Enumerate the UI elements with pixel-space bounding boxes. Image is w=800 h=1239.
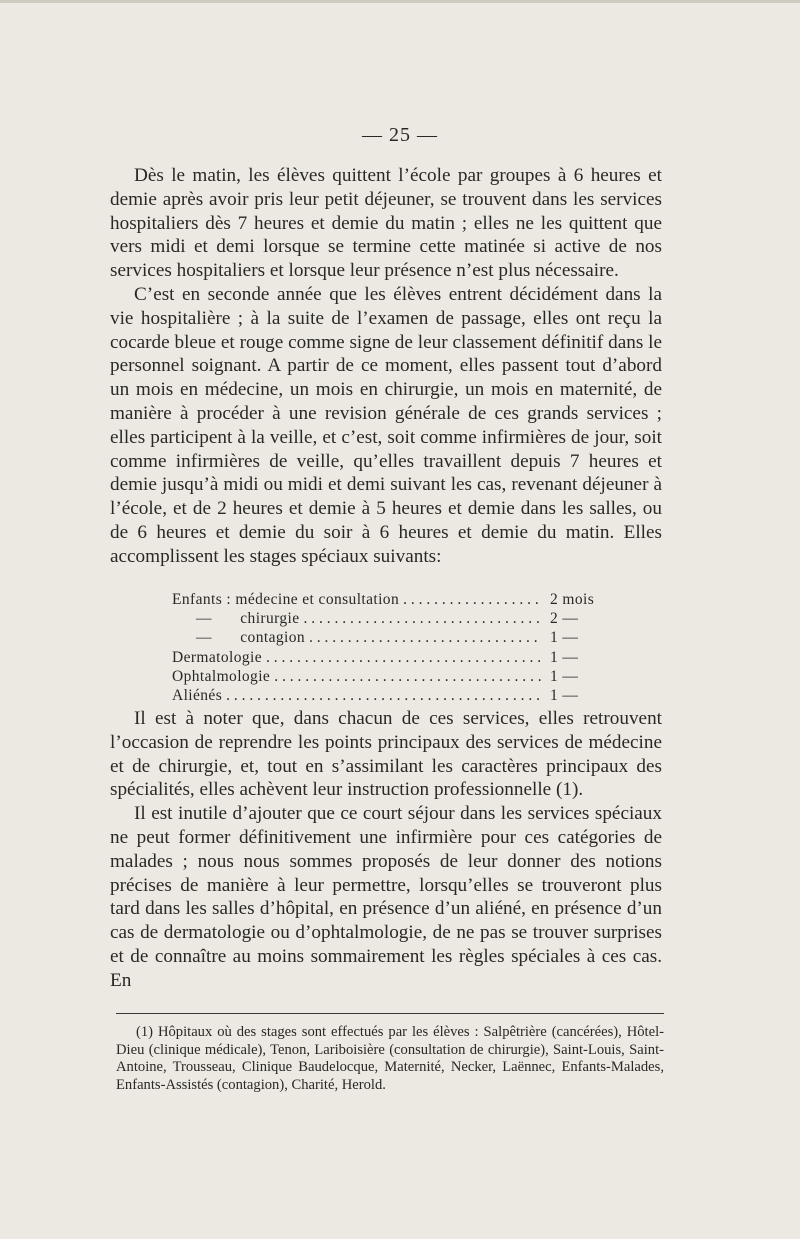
leader-dots [305, 628, 542, 647]
footnote-text: (1) Hôpitaux où des stages sont effectués par les élèves : Salpêtrière (cancérées), Hôtel-Dieu (clinique médicale), Tenon, Lariboisière (consultation de chirurgie), Saint-Louis, Saint-Antoine, Trousseau, Clinique Baudelocque, Maternité, Necker, Laënnec, Enfants-Malades, Enfants-Assistés (contagion), Charité, Herold. [116, 1024, 664, 1093]
stage-name: Dermatologie [172, 648, 263, 666]
stage-row [172, 609, 622, 628]
page-edge [0, 0, 800, 3]
leader-dots [270, 667, 542, 686]
stage-name: Ophtalmologie [172, 667, 271, 685]
footnote [116, 1024, 664, 1094]
main-text-block-continued [110, 707, 662, 993]
paragraph: Il est à noter que, dans chacun de ces services, elles retrouvent l’occasion de reprendre les points principaux des services de médecine et de chirurgie, et, tout en s’assimilant les caractères principaux des spécialités, elles achèvent leur instruction professionnelle (1). [110, 708, 662, 801]
stage-name: chirurgie [240, 610, 300, 628]
stage-prefix: — [196, 610, 212, 628]
stage-label [172, 648, 262, 667]
leader-dots [300, 609, 542, 628]
stage-label [172, 667, 270, 686]
stage-name: Aliénés [172, 687, 223, 705]
paragraph: C’est en seconde année que les élèves entrent décidément dans la vie hospitalière ; à la suite de l’examen de passage, elles ont reçu la cocarde bleue et rouge comme signe de leur classement définitif dans le personnel soignant. A partir de ce moment, elles passent tout d’abord un mois en médecine, un mois en chirurgie, un mois en maternité, de manière à procéder à une revision générale de ces grands services ; elles participent à la veille, et c’est, soit comme infirmières de jour, soit comme infirmières de veille, qu’elles travaillent depuis 7 heures et demie jusqu’à midi ou midi et demi suivant les cas, revenant déjeuner à l’école, et de 2 heures et demie à 5 heures et demie dans les salles, ou de 6 heures et demie du soir à 6 heures et demie du matin. Elles accomplissent les stages spéciaux suivants: [110, 283, 662, 567]
stage-name: contagion [240, 629, 306, 647]
stage-name: médecine et consultation [235, 591, 400, 608]
stage-prefix: Enfants : [172, 591, 232, 608]
stage-row [172, 667, 622, 686]
paragraph: Il est inutile d’ajouter que ce court séjour dans les services spéciaux ne peut former définitivement une infirmière pour ces catégories de malades ; nous nous sommes proposés de leur donner des notions précises de manière à leur permettre, lorsqu’elles se trouveront plus tard dans les salles d’hôpital, en présence d’un aliéné, en présence d’un cas de dermatologie ou d’ophtalmologie, de ne pas se trouver surprises et de connaître au moins sommairement les règles spéciales à ces cas. En [110, 803, 662, 991]
stage-row [172, 590, 622, 609]
stage-duration: 2 — [550, 610, 579, 628]
stage-label [172, 686, 222, 705]
stage-duration: 1 — [550, 648, 579, 666]
main-text-block [110, 164, 662, 569]
stage-duration: 1 — [550, 687, 579, 705]
stages-list [172, 590, 622, 705]
stage-duration: 2 mois [550, 591, 595, 608]
paragraph: Dès le matin, les élèves quittent l’école par groupes à 6 heures et demie après avoir pris leur petit déjeuner, se trouvent dans les services hospitaliers dès 7 heures et demie du matin ; elles ne les quittent que vers midi et demi lorsque se termine cette matinée si active de nos services hospitaliers et lorsque leur présence n’est plus nécessaire. [110, 165, 662, 282]
stage-label [172, 609, 300, 628]
stage-row [172, 648, 622, 667]
leader-dots [262, 648, 542, 667]
stage-label [172, 590, 399, 609]
stage-row [172, 628, 622, 647]
page-number: — 25 — [362, 124, 438, 146]
stage-row [172, 686, 622, 705]
stage-label [172, 628, 305, 647]
stage-duration: 1 — [550, 629, 579, 647]
leader-dots [222, 686, 542, 705]
footnote-separator [116, 1013, 664, 1014]
stage-duration: 1 — [550, 667, 579, 685]
leader-dots [399, 590, 542, 609]
stage-prefix: — [196, 629, 212, 647]
